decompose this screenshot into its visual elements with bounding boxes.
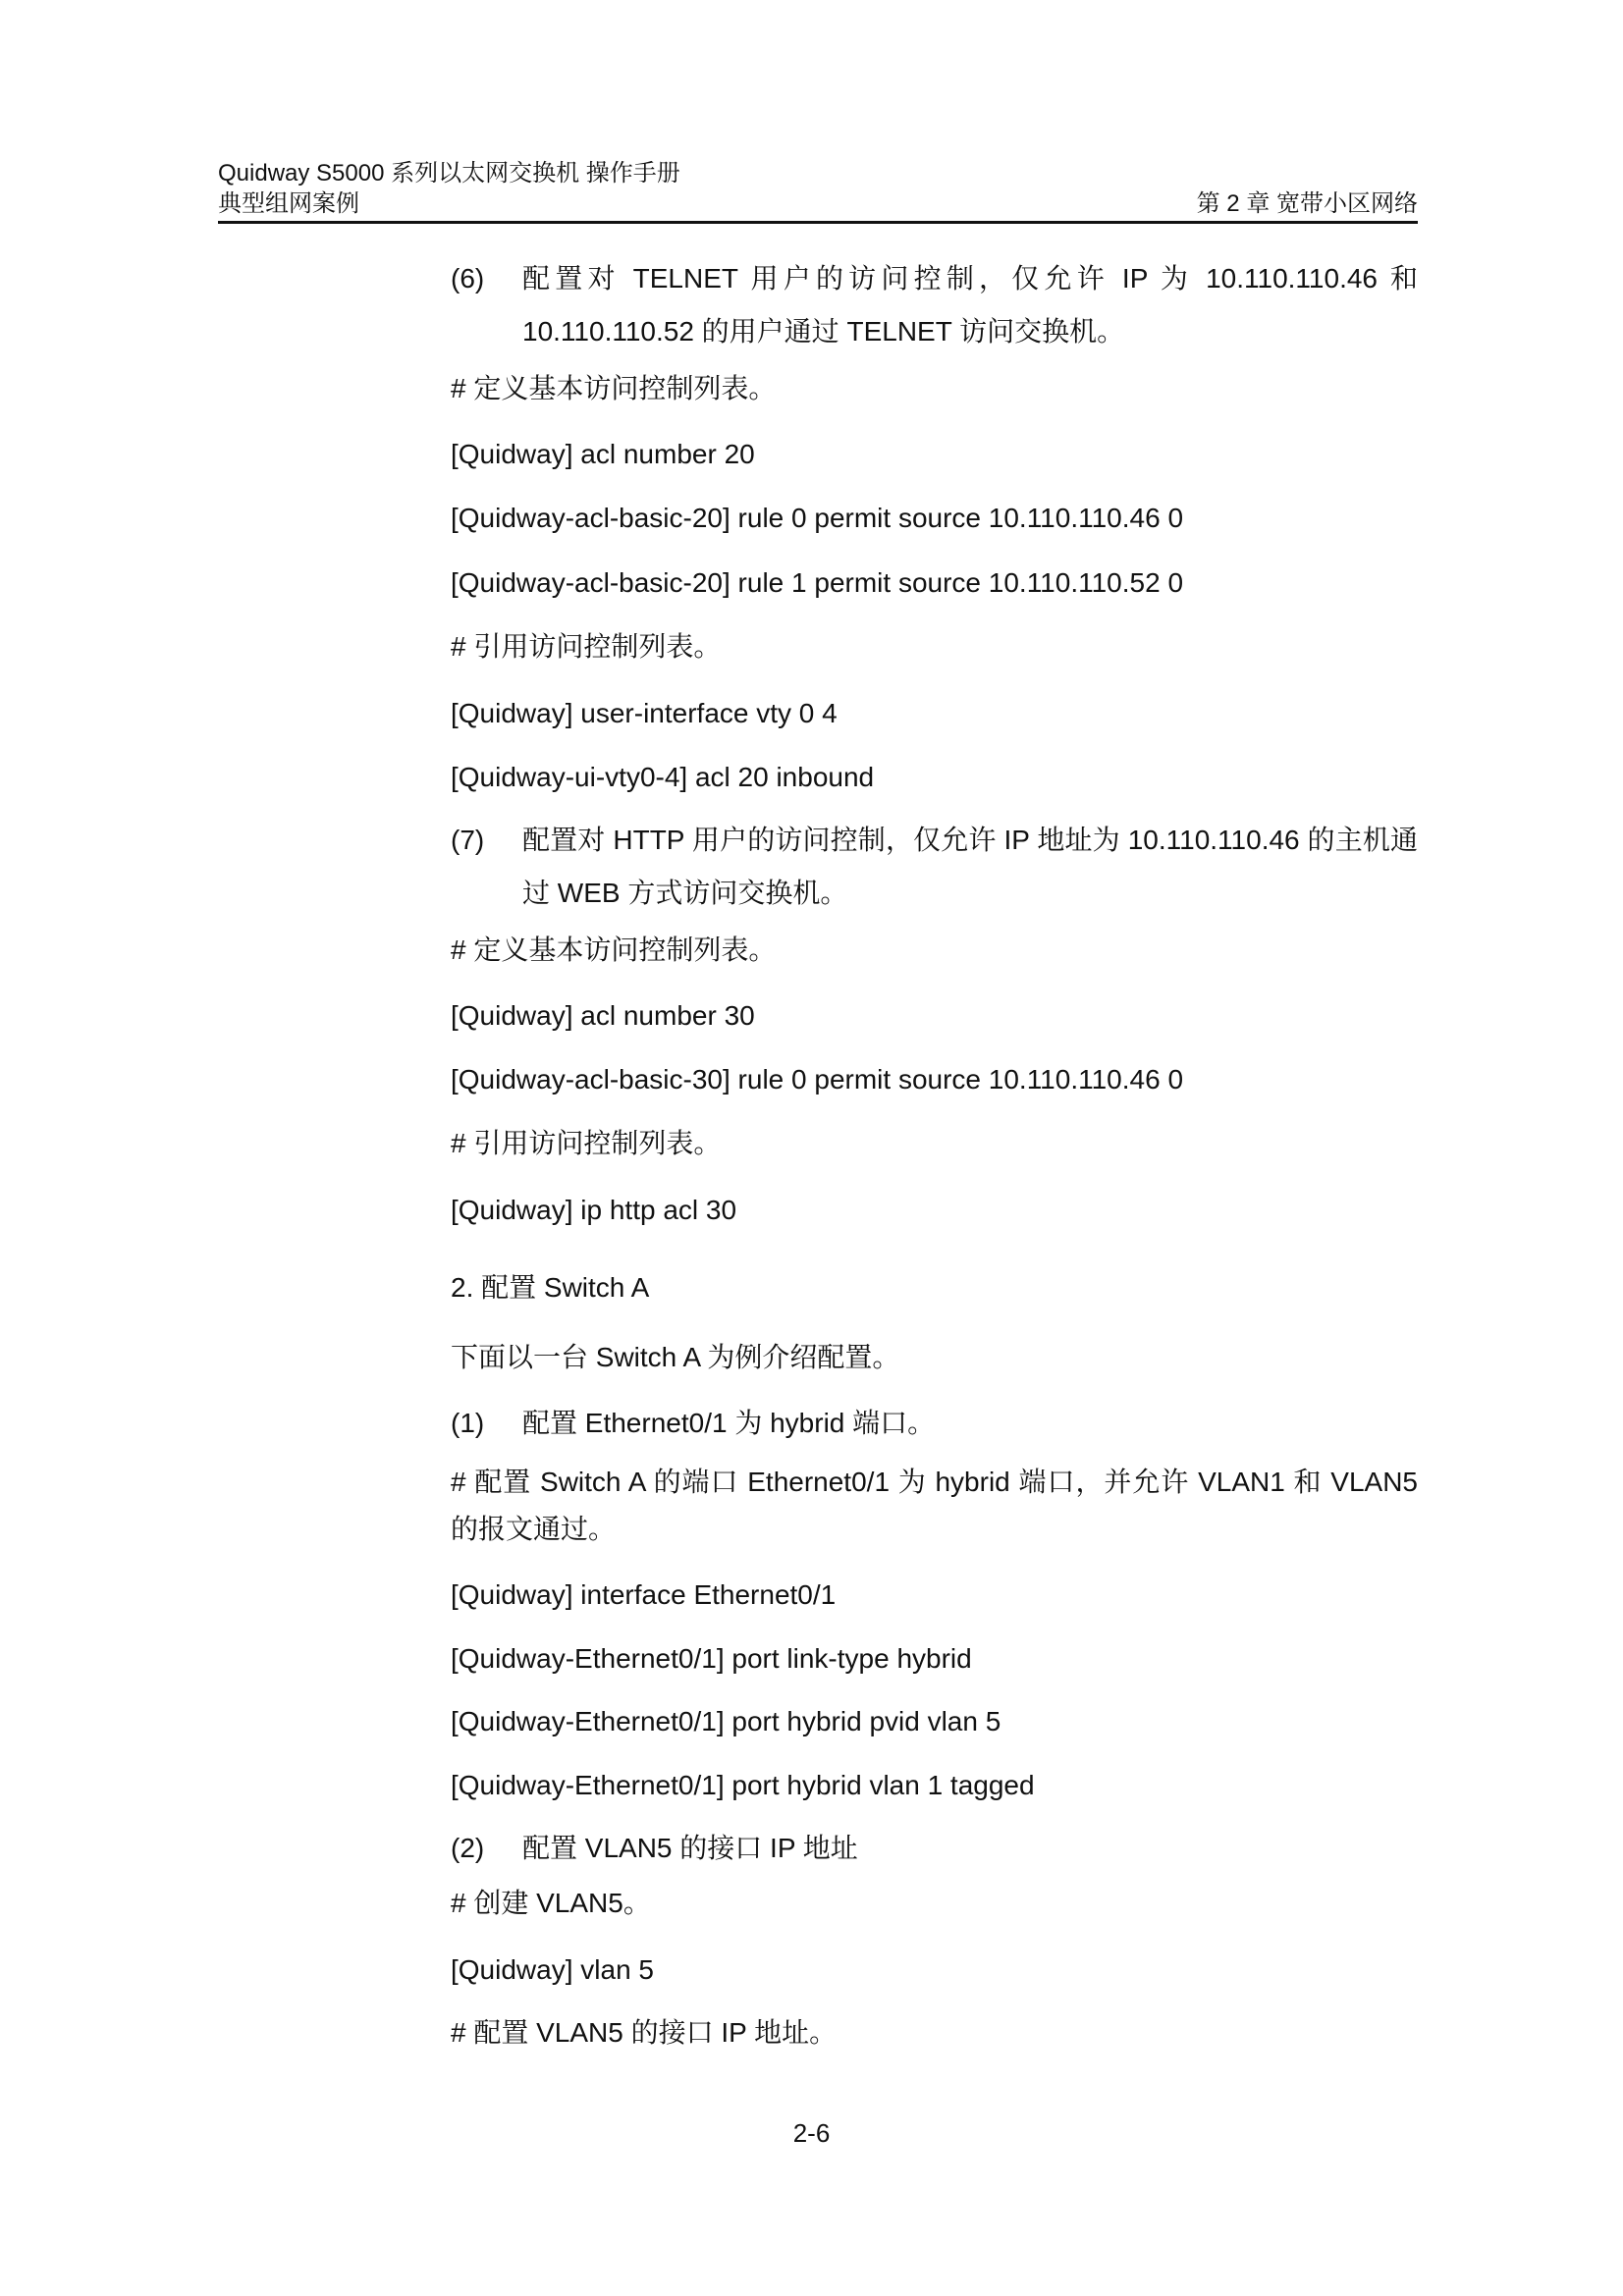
page-number: 2-6: [792, 2118, 831, 2148]
step-number: (1): [451, 1408, 485, 1438]
step-number: (6): [451, 263, 485, 294]
header-rule: [218, 221, 1418, 224]
comment-line: # 配置 Switch A 的端口 Ethernet0/1 为 hybrid 端口，并允许 VLAN1 和 VLAN5 的报文通过。: [451, 1467, 1418, 1544]
command-line: [Quidway] interface Ethernet0/1: [451, 1579, 837, 1610]
manual-title: Quidway S5000 系列以太网交换机 操作手册: [218, 160, 680, 187]
section-heading: 2. 配置 Switch A: [451, 1272, 650, 1303]
comment-line: # 配置 VLAN5 的接口 IP 地址。: [451, 2017, 838, 2048]
comment-line: # 定义基本访问控制列表。: [451, 934, 777, 965]
comment-line: # 引用访问控制列表。: [451, 1128, 722, 1158]
command-line: [Quidway-acl-basic-20] rule 1 permit source 10.110.110.52 0: [451, 567, 1184, 598]
command-line: [Quidway-Ethernet0/1] port hybrid pvid vlan 5: [451, 1706, 1001, 1736]
command-line: [Quidway-Ethernet0/1] port link-type hybrid: [451, 1643, 972, 1674]
command-line: [Quidway-acl-basic-30] rule 0 permit source 10.110.110.46 0: [451, 1064, 1184, 1095]
command-line: [Quidway-Ethernet0/1] port hybrid vlan 1 tagged: [451, 1770, 1035, 1800]
command-line: [Quidway] vlan 5: [451, 1954, 654, 1985]
step-text: 配置对 TELNET 用户的访问控制，仅允许 IP 为 10.110.110.46 和 10.110.110.52 的用户通过 TELNET 访问交换机。: [522, 263, 1418, 347]
comment-line: # 创建 VLAN5。: [451, 1888, 651, 1918]
command-line: [Quidway] ip http acl 30: [451, 1195, 737, 1225]
command-line: [Quidway-acl-basic-20] rule 0 permit source 10.110.110.46 0: [451, 503, 1184, 533]
chapter-title: 第 2 章 宽带小区网络: [1196, 190, 1418, 217]
paragraph: 下面以一台 Switch A 为例介绍配置。: [451, 1342, 900, 1372]
command-line: [Quidway] user-interface vty 0 4: [451, 698, 838, 728]
command-line: [Quidway] acl number 20: [451, 439, 755, 469]
step-number: (2): [451, 1833, 485, 1863]
comment-line: # 引用访问控制列表。: [451, 631, 722, 662]
step-text: 配置对 HTTP 用户的访问控制，仅允许 IP 地址为 10.110.110.46 的主机通过 WEB 方式访问交换机。: [522, 825, 1418, 908]
step-text: 配置 Ethernet0/1 为 hybrid 端口。: [522, 1408, 936, 1438]
step-number: (7): [451, 825, 485, 855]
command-line: [Quidway] acl number 30: [451, 1000, 755, 1031]
command-line: [Quidway-ui-vty0-4] acl 20 inbound: [451, 762, 875, 792]
section-title: 典型组网案例: [218, 190, 359, 217]
comment-line: # 定义基本访问控制列表。: [451, 373, 777, 403]
step-text: 配置 VLAN5 的接口 IP 地址: [522, 1833, 858, 1863]
